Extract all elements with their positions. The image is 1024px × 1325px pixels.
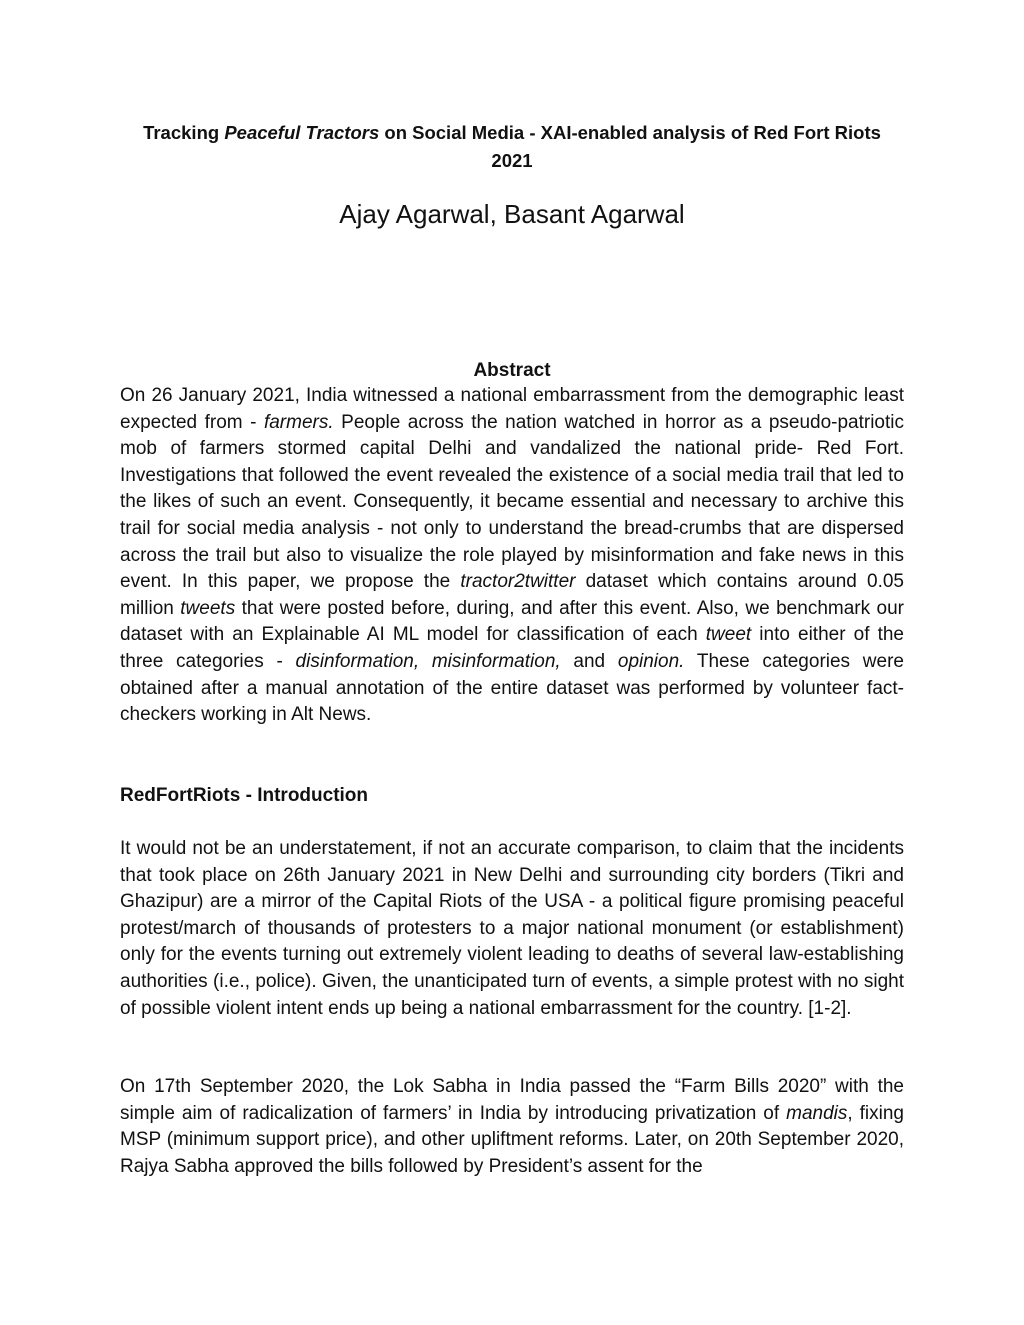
abstract-text-4: that were posted before, during, and after this event. Also, we benchmark our dataset with an Explainable AI ML model for classification of each [120, 597, 904, 646]
paper-title [120, 119, 904, 175]
abstract-paragraph [120, 383, 904, 729]
introduction-heading: RedFortRiots - Introduction [120, 785, 369, 806]
abstract-italic-1: farmers. [263, 411, 334, 433]
abstract-italic-3: tweets [180, 597, 236, 619]
abstract-italic-5: disinformation, misinformation, [295, 650, 561, 672]
intro-paragraph-2 [120, 1074, 904, 1180]
abstract-text-6: and [560, 650, 618, 672]
abstract-text-3: dataset which contains around 0.05 million [120, 571, 904, 619]
abstract-text-1: On 26 January 2021, India witnessed a national embarrassment from the demographic least expected from - [120, 385, 904, 433]
title-italic-part: Peaceful Tractors [224, 122, 380, 143]
abstract-text-5: into either of the three categories - [120, 624, 904, 672]
title-part-3: on Social Media - XAI-enabled analysis of Red Fort Riots 2021 [379, 122, 881, 171]
intro-p2-text-1: On 17th September 2020, the Lok Sabha in India passed the “Farm Bills 2020” with the simple aim of radicalization of farmers’ in India by introducing privatization of [120, 1076, 904, 1124]
intro-p2-italic-1: mandis [786, 1102, 848, 1124]
abstract-text-7: These categories were obtained after a manual annotation of the entire dataset was performed by volunteer fact-checkers working in Alt News. [120, 650, 904, 726]
intro-paragraph-1: It would not be an understatement, if not an accurate comparison, to claim that the incidents that took place on 26th January 2021 in New Delhi and surrounding city borders (Tikri and Ghazipur) are a mirror of the Capital Riots of the USA - a political figure promising peaceful protest/march of thousands of protesters to a major national monument (or establishment) only for the events turning out extremely violent leading to deaths of several law-establishing authorities (i.e., police). Given, the unanticipated turn of events, a simple protest with no sight of possible violent intent ends up being a national embarrassment for the country. [1-2]. [120, 838, 904, 1019]
abstract-italic-6: opinion. [617, 650, 685, 672]
abstract-italic-4: tweet [705, 624, 752, 646]
title-part-1: Tracking [143, 122, 225, 143]
author-list: Ajay Agarwal, Basant Agarwal [339, 199, 685, 229]
abstract-heading: Abstract [473, 360, 551, 381]
abstract-text-2: People across the nation watched in horror as a pseudo-patriotic mob of farmers stormed capital Delhi and vandalized the national pride- Red Fort. Investigations that followed the event revealed the existence of a social media trail that led to the likes of such an event. Consequently, it became essential and necessary to archive this trail for social media analysis - not only to understand the bread-crumbs that are dispersed across the trail but also to visualize the role played by misinformation and fake news in this event. In this paper, we propose the [120, 411, 905, 593]
intro-p2-text-2: , fixing MSP (minimum support price), and other upliftment reforms. Later, on 20th September 2020, Rajya Sabha approved the bills followed by President’s assent for the [120, 1102, 904, 1177]
abstract-italic-2: tractor2twitter [460, 571, 576, 593]
